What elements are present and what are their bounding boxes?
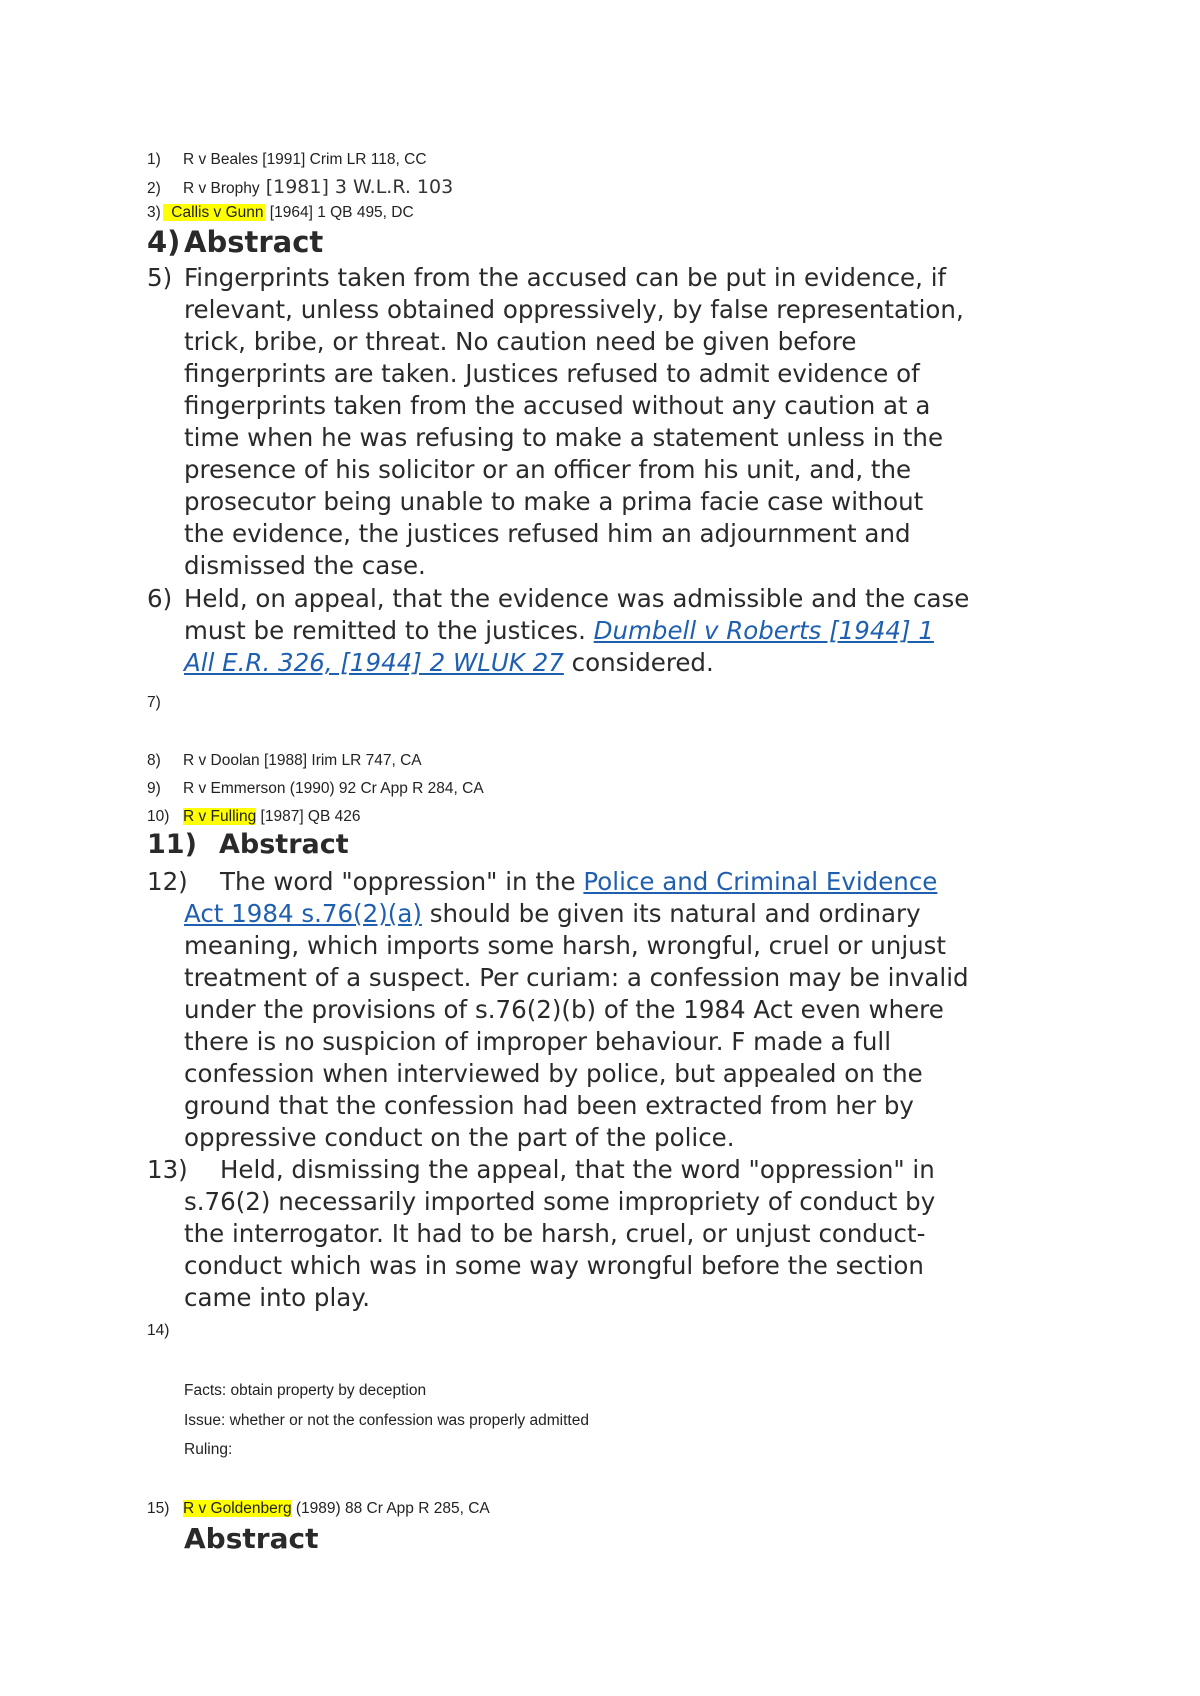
- ruling-line: Ruling:: [184, 1441, 233, 1458]
- highlighted-case-name: R v Goldenberg: [183, 1500, 292, 1517]
- case-name: R v Beales: [183, 151, 258, 168]
- abstract-heading: 4) Abstract: [147, 225, 324, 259]
- abstract-paragraph: The word "oppression" in the Police and Criminal Evidence Act 1984 s.76(2)(a) should be given its natural and ordinary meaning, which imports some harsh, wrongful, cruel or unjust treatment of a suspect. Per curiam: a confession may be invalid under the provisions of s.76(2)(b) of the 1984 Act even where there is no suspicion of improper behaviour. F made a full confession when interviewed by police, but appealed on the ground that the confession had been extracted from her by oppressive conduct on the part of the police.: [184, 867, 969, 1152]
- case-name: R v Emmerson: [183, 780, 286, 797]
- list-item: 7): [147, 694, 161, 711]
- list-item: 9) R v Emmerson (1990) 92 Cr App R 284, CA: [147, 780, 484, 797]
- list-item: 15) R v Goldenberg (1989) 88 Cr App R 285, CA: [147, 1500, 490, 1517]
- list-item: 2) R v Brophy [1981] 3 W.L.R. 103: [147, 176, 454, 198]
- case-name: R v Brophy: [183, 180, 260, 197]
- list-item: 1) R v Beales [1991] Crim LR 118, CC: [147, 151, 427, 168]
- list-item: 3) Callis v Gunn [1964] 1 QB 495, DC: [147, 204, 414, 221]
- highlighted-case-name: R v Fulling: [183, 808, 257, 825]
- list-item: 14): [147, 1322, 170, 1339]
- list-item-number: 5): [147, 263, 173, 292]
- abstract-paragraph: Fingerprints taken from the accused can be put in evidence, if relevant, unless obtained oppressively, by false representation, trick, bribe, or threat. No caution need be given before fingerprints are taken. Justices refused to admit evidence of fingerprints taken from the accused without any caution at a time when he was refusing to make a statement unless in the presence of his solicitor or an officer from his unit, and, the prosecutor being unable to make a prima facie case without the evidence, the justices refused him an adjournment and dismissed the case.: [184, 263, 964, 580]
- abstract-heading: Abstract: [184, 1522, 319, 1555]
- abstract-heading: 11) Abstract: [147, 829, 349, 860]
- statute-link-pace[interactable]: Police and Criminal Evidence: [583, 867, 938, 896]
- case-name: R v Doolan: [183, 752, 260, 769]
- list-item: 8) R v Doolan [1988] Irim LR 747, CA: [147, 752, 422, 769]
- list-item-number: 13): [147, 1155, 188, 1184]
- list-item: 10) R v Fulling [1987] QB 426: [147, 808, 361, 825]
- facts-line: Facts: obtain property by deception: [184, 1382, 427, 1399]
- issue-line: Issue: whether or not the confession was properly admitted: [184, 1412, 589, 1429]
- highlighted-case-name: Callis v Gunn: [163, 204, 265, 221]
- held-paragraph: Held, dismissing the appeal, that the word "oppression" in s.76(2) necessarily imported some impropriety of conduct by the interrogator. It had to be harsh, cruel, or unjust conduct- conduct which was in some way wrongful before the section came into play.: [184, 1155, 936, 1312]
- case-link-dumbell[interactable]: Dumbell v Roberts [1944] 1: [593, 616, 934, 645]
- list-item-number: 6): [147, 584, 173, 613]
- list-item-number: 12): [147, 867, 188, 896]
- case-link-dumbell-cont[interactable]: All E.R. 326, [1944] 2 WLUK 27: [184, 648, 564, 677]
- statute-link-pace-cont[interactable]: Act 1984 s.76(2)(a): [184, 899, 422, 928]
- held-paragraph: Held, on appeal, that the evidence was admissible and the case must be remitted to the justices. Dumbell v Roberts [1944] 1 All E.R. 326, [1944] 2 WLUK 27 considered.: [184, 584, 970, 677]
